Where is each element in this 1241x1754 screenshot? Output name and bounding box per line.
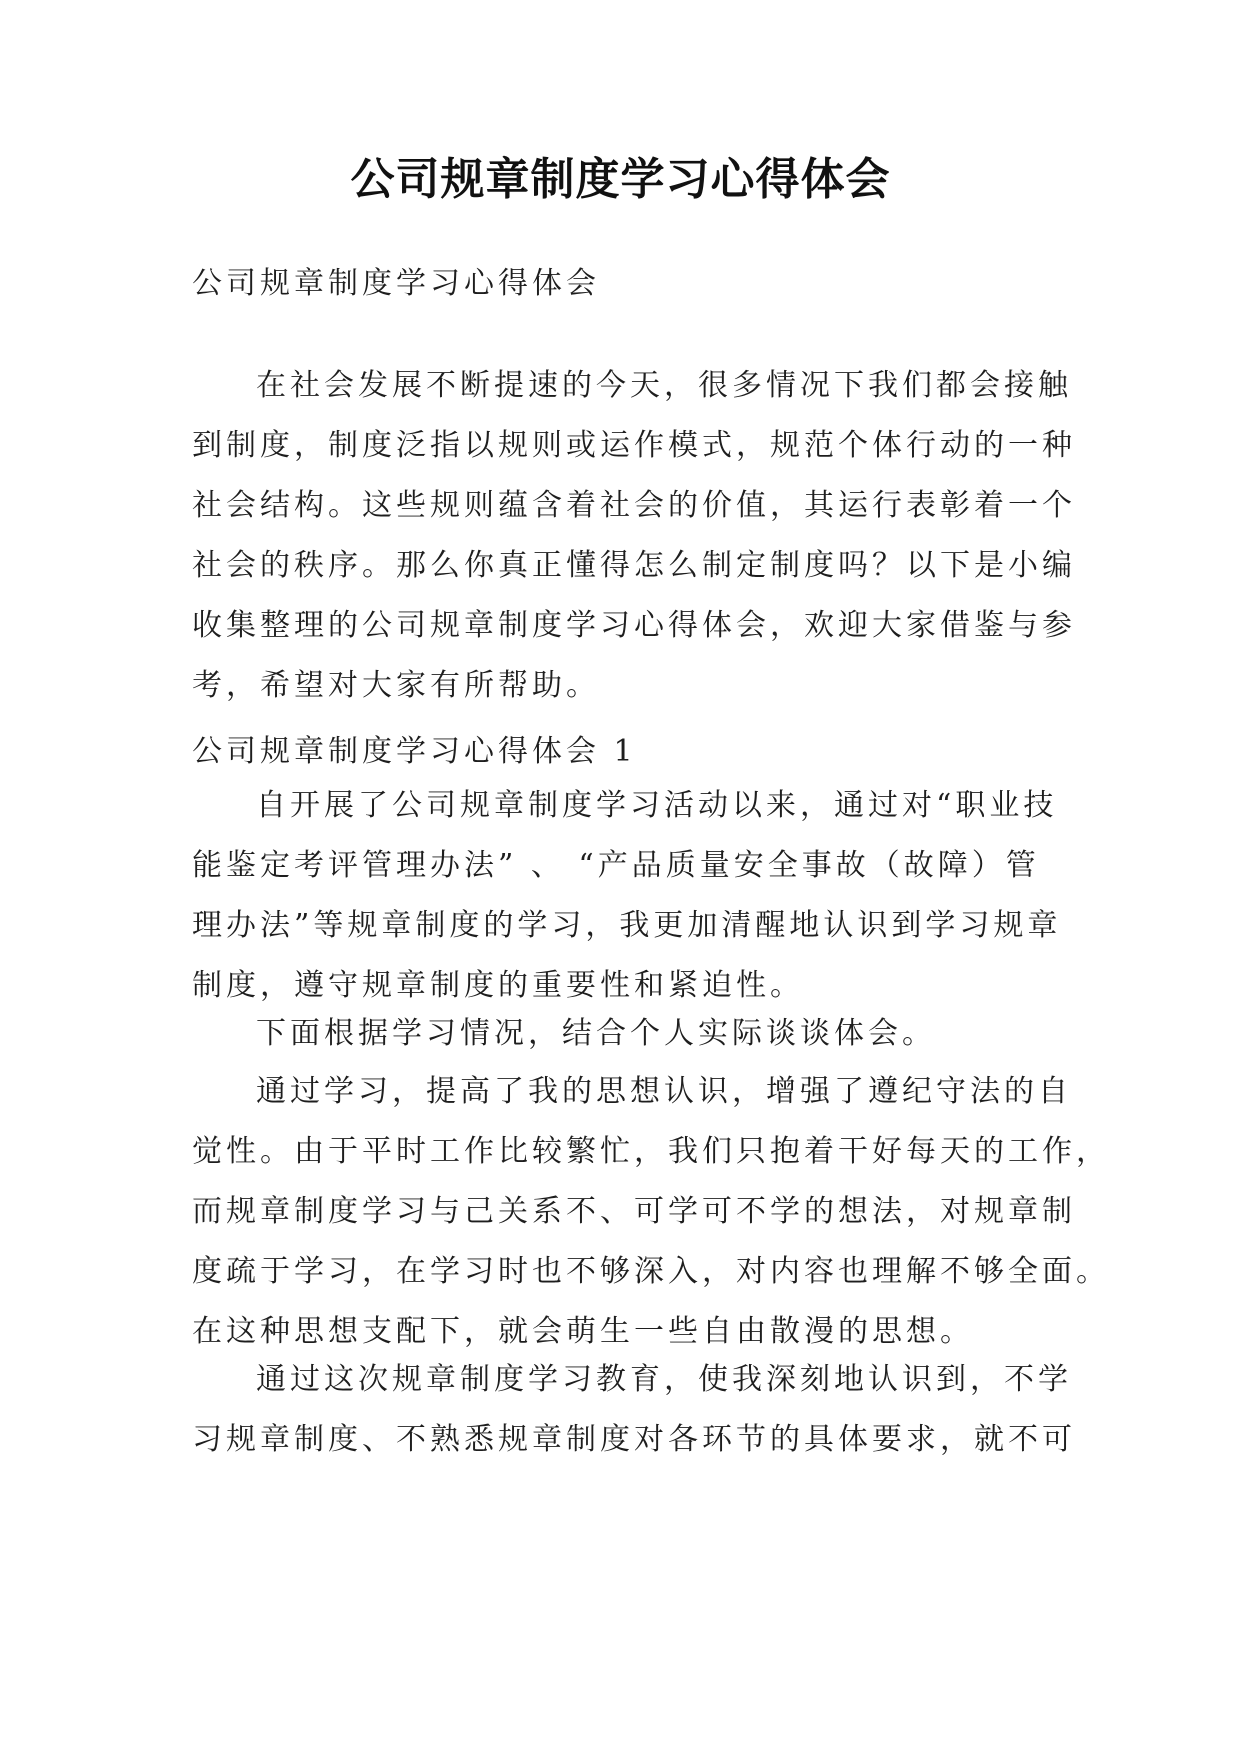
paragraph-line: 通过学习，提高了我的思想认识，增强了遵纪守法的自 <box>256 1074 1072 1109</box>
paragraph-line: 制度，遵守规章制度的重要性和紧迫性。 <box>192 968 804 1003</box>
paragraph-4 <box>192 1350 1076 1470</box>
paragraph-2 <box>192 1004 1050 1064</box>
paragraph-line: 觉性。由于平时工作比较繁忙，我们只抱着干好每天的工作， <box>192 1134 1110 1169</box>
document-title: 公司规章制度学习心得体会 <box>350 154 891 205</box>
paragraph-line: 能鉴定考评管理办法” 、 “产品质量安全事故（故障）管 <box>192 848 1040 883</box>
intro-line: 收集整理的公司规章制度学习心得体会，欢迎大家借鉴与参 <box>192 608 1076 643</box>
section-heading: 公司规章制度学习心得体会 1 <box>192 734 637 769</box>
paragraph-line: 而规章制度学习与己关系不、可学可不学的想法，对规章制 <box>192 1194 1076 1229</box>
intro-line: 到制度，制度泛指以规则或运作模式，规范个体行动的一种 <box>192 428 1076 463</box>
paragraph-3 <box>192 1062 1110 1362</box>
intro-paragraph <box>192 356 1076 716</box>
paragraph-1 <box>192 776 1062 1016</box>
intro-line: 考，希望对大家有所帮助。 <box>192 668 600 703</box>
paragraph-line: 习规章制度、不熟悉规章制度对各环节的具体要求，就不可 <box>192 1422 1076 1457</box>
document-subtitle: 公司规章制度学习心得体会 <box>192 266 600 301</box>
paragraph-line: 理办法”等规章制度的学习，我更加清醒地认识到学习规章 <box>192 908 1062 943</box>
paragraph-line: 通过这次规章制度学习教育，使我深刻地认识到，不学 <box>256 1362 1072 1397</box>
paragraph-line: 下面根据学习情况，结合个人实际谈谈体会。 <box>256 1016 936 1051</box>
intro-line: 在社会发展不断提速的今天，很多情况下我们都会接触 <box>256 368 1072 403</box>
intro-line: 社会的秩序。那么你真正懂得怎么制定制度吗？以下是小编 <box>192 548 1076 583</box>
paragraph-line: 在这种思想支配下，就会萌生一些自由散漫的思想。 <box>192 1314 974 1349</box>
paragraph-line: 度疏于学习，在学习时也不够深入，对内容也理解不够全面。 <box>192 1254 1110 1289</box>
intro-line: 社会结构。这些规则蕴含着社会的价值，其运行表彰着一个 <box>192 488 1076 523</box>
paragraph-line: 自开展了公司规章制度学习活动以来，通过对“职业技 <box>256 788 1058 823</box>
